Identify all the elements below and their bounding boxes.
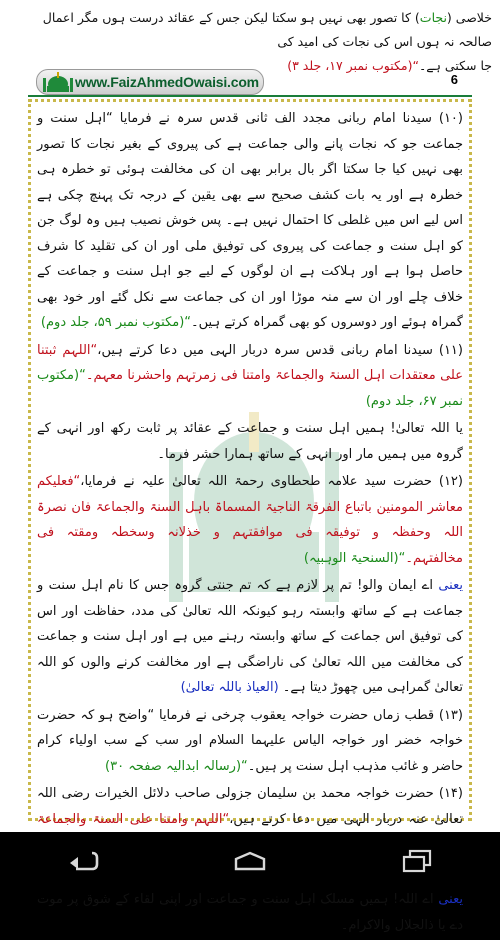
paragraph-11 bbox=[37, 338, 463, 415]
paragraph-12 bbox=[37, 469, 463, 571]
article-body bbox=[37, 106, 463, 940]
previous-page-fragment bbox=[8, 6, 492, 73]
content-frame bbox=[28, 99, 472, 933]
paragraph-11-translation bbox=[37, 416, 463, 467]
reference-citation: “(السنحیۃ الوہبیہ) bbox=[303, 550, 406, 566]
paragraph-text: اے ایمان والو! تم پر لازم ہے کہ تم جنتی گروہ جس کا نام اہل سنت و جماعت ہے کے ساتھ وابستہ رہو کیونکہ اللہ تعالیٰ کی مدد، حفاظت اور اس کی توفیق اس جماعت کے ساتھ وابستہ رہنے میں ہے اور اہل سنت و جماعت کی مخالفت میں اللہ تعالیٰ کی ناراضگی ہے اور مخالفت کرنے والوں کو اللہ تعالیٰ گمراہی میں چھوڑ دیتا ہے۔ bbox=[37, 578, 463, 695]
paragraph-text: یا اللہ تعالیٰ! ہمیں اہل سنت و جماعت کے عقائد پر ثابت رکھ اور انہی کے گروہ میں ہمیں مار اور انہی کے ساتھ ہمارا حشر فرما۔ bbox=[37, 421, 463, 462]
reference-citation: “(مکتوب نمبر ۵۹، جلد دوم) bbox=[40, 315, 192, 330]
paragraph-text: (۱۱) سیدنا امام ربانی قدس سرہ دربار الہی میں دعا کرتے ہیں، bbox=[97, 342, 463, 358]
paragraph-14-translation bbox=[37, 887, 463, 938]
paragraph-10 bbox=[37, 106, 463, 336]
fragment-text: ) کا تصور بھی نہیں ہو سکتا لیکن جس کے عقائد درست ہوں مگر اعمال صالحہ نہ ہوں اس کی نجات کی امید کی bbox=[42, 10, 492, 49]
site-url-text: www.FaizAhmedOwaisi.com bbox=[75, 74, 259, 90]
arabic-quote: “اللہم وامتنا علی السنۃ والجماعۃ bbox=[37, 811, 230, 827]
android-navigation-bar bbox=[0, 832, 500, 889]
site-logo-banner bbox=[36, 69, 264, 95]
fragment-text: جا سکتی ہے۔ bbox=[418, 58, 492, 73]
paragraph-text: (۱۴) حضرت خواجہ محمد بن سلیمان جزولی صاحب دلائل الخیرات رضی اللہ تعالیٰ عنہ دربار الہی میں دعا کرتے ہیں، bbox=[37, 786, 463, 827]
header-divider bbox=[28, 95, 472, 97]
fragment-text: خلاصی ( bbox=[446, 10, 492, 25]
recents-button[interactable] bbox=[387, 841, 447, 881]
home-icon bbox=[230, 850, 270, 872]
paragraph-text: اے اللہ! ہمیں مسلک اہل سنت و جماعت اور اپنی لقاء کے شوق پر موت دے یا ذالجلال والاکرام۔ bbox=[37, 892, 463, 933]
reference-citation: “(مکتوب نمبر ۶۷، جلد دوم) bbox=[37, 368, 463, 409]
back-button[interactable] bbox=[53, 841, 113, 881]
arabic-quote: “اللہم ثبتنا علی معتقدات اہل السنۃ والجماعۃ وامتنا فی زمرتہم واحشرنا معہم۔ bbox=[37, 342, 463, 383]
page-number: 6 bbox=[450, 72, 458, 87]
home-button[interactable] bbox=[220, 841, 280, 881]
recents-icon bbox=[400, 849, 434, 873]
paragraph-text: (۱۰) سیدنا امام ربانی مجدد الف ثانی قدس سرہ نے فرمایا “اہل سنت و جماعت جو کہ نجات پانے والی جماعت ہے کی پیروی کے بغیر نجات کا تصور بھی نہیں کیا جا سکتا اگر بال برابر بھی ان کی مخالفت ہوئی تو خطرہ ہی خطرہ ہے اور یہ بات کشف صحیح سے بھی یقین کے درجہ تک پہنچ چکی ہے اس لیے اس میں غلطی کا احتمال نہیں ہے۔ پس خوش نصیب ہیں وہ لوگ جن کو اہل سنت و جماعت کی پیروی کی توفیق ملی اور ان کی تقلید کا شرف حاصل ہوا ہے اور ہلاکت ہے ان لوگوں کے لیے جو اہل سنت و جماعت کے خلاف چلے اور ان سے منہ موڑا اور ان کی جماعت سے نکل گئے اور خود بھی گمراہ ہوئے اور دوسروں کو بھی گمراہ کرتے ہیں۔ bbox=[37, 111, 463, 330]
paragraph-12-translation bbox=[37, 573, 463, 701]
arabic-quote: “فعلیکم معاشر المومنین باتباع الفرقۃ الناجیۃ المسماۃ باہل السنۃ والجماعۃ فان نصرۃ اللہ وحفظہ و توفیقہ فی موافقتہم و خذلانہ وسخطہ ومقتہ فی مخالفتہم۔ bbox=[37, 474, 463, 566]
translation-label: یعنی bbox=[438, 892, 463, 907]
invocation-text: (العیاذ باللہ تعالیٰ) bbox=[180, 680, 279, 695]
paragraph-text: (۱۳) قطب زماں حضرت خواجہ یعقوب چرخی نے فرمایا “واضح ہو کہ حضرت خواجہ خضر اور خواجہ الیاس علیہما السلام اور سب کے سب اولیاء کرام حاضر و غائب مذہب اہل سنت پر ہیں۔ bbox=[37, 707, 463, 774]
translation-label: یعنی bbox=[438, 578, 463, 593]
back-arrow-icon bbox=[66, 850, 100, 872]
reference-citation: “(رسالہ ابدالیہ صفحہ ۳۰) bbox=[105, 758, 248, 774]
paragraph-text: (۱۲) حضرت سید علامہ طحطاوی رحمۃ اللہ تعالیٰ علیہ نے فرمایا، bbox=[80, 474, 463, 489]
fragment-highlight: نجات bbox=[419, 10, 447, 25]
paragraph-13 bbox=[37, 703, 463, 780]
dome-logo-icon bbox=[41, 70, 75, 94]
fragment-reference: “(مکتوب نمبر ۱۷، جلد ۳) bbox=[287, 58, 419, 73]
